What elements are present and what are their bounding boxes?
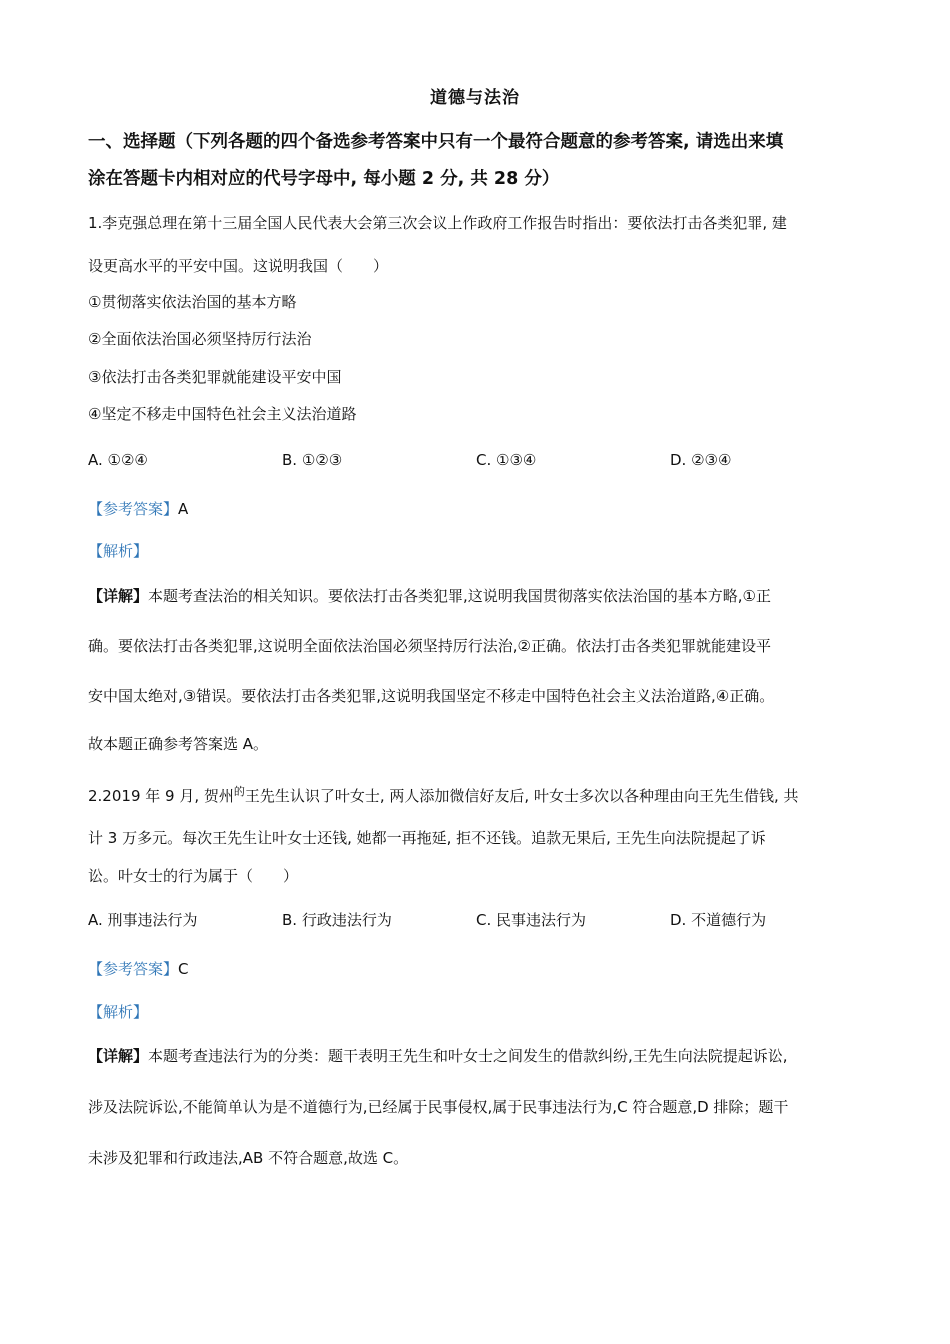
q2-detail-line2: 涉及法院诉讼,不能简单认为是不道德行为,已经属于民事侵权,属于民事违法行为,C 符合题意,D 排除；题干 [88,1098,789,1116]
q1-option-d: D. ②③④ [670,451,732,469]
q1-detail-text1: 本题考查法治的相关知识。要依法打击各类犯罪,这说明我国贯彻落实依法治国的基本方略,①正 [148,587,772,605]
document-title: 道德与法治 [430,88,520,108]
q2-answer-label: 【参考答案】 [88,960,179,978]
q1-stem-line2: 设更高水平的平安中国。这说明我国（ ） [88,257,389,275]
q2-option-a: A. 刑事违法行为 [88,911,198,929]
q2-detail-label: 【详解】 [88,1047,149,1065]
q2-analysis-label: 【解析】 [88,1003,149,1021]
q1-detail-label: 【详解】 [88,587,149,605]
q1-detail-line2: 确。要依法打击各类犯罪,这说明全面依法治国必须坚持厉行法治,②正确。依法打击各类犯罪就能建设平 [88,637,771,655]
q2-stem-line2: 计 3 万多元。每次王先生让叶女士还钱, 她都一再拖延, 拒不还钱。追款无果后, 王先生向法院提起了诉 [88,829,766,847]
q1-item-1: ①贯彻落实依法治国的基本方略 [88,293,297,311]
q1-option-c: C. ①③④ [476,451,537,469]
q2-detail-line1 [88,1046,788,1066]
q2-stem-sup: 的 [233,785,245,798]
q1-analysis-label: 【解析】 [88,542,149,560]
q2-answer-value: C [178,960,189,978]
q2-option-c: C. 民事违法行为 [476,911,587,929]
q1-answer [88,499,188,519]
q2-detail-line3: 未涉及犯罪和行政违法,AB 不符合题意,故选 C。 [88,1149,409,1167]
q1-stem-line1: 1.李克强总理在第十三届全国人民代表大会第三次会议上作政府工作报告时指出：要依法打击各类犯罪, 建 [88,214,787,232]
q1-detail-line3: 安中国太绝对,③错误。要依法打击各类犯罪,这说明我国坚定不移走中国特色社会主义法治道路,④正确。 [88,687,775,705]
q2-answer [88,959,189,979]
q2-option-d: D. 不道德行为 [670,911,767,929]
q1-detail-line4: 故本题正确参考答案选 A。 [88,735,269,753]
q2-detail-text1: 本题考查违法行为的分类：题干表明王先生和叶女士之间发生的借款纠纷,王先生向法院提起诉讼, [148,1047,788,1065]
q1-option-a: A. ①②④ [88,451,148,469]
q1-detail-line1 [88,586,771,606]
section-heading-line2: 涂在答题卡内相对应的代号字母中, 每小题 2 分, 共 28 分） [88,169,560,189]
q2-option-b: B. 行政违法行为 [282,911,392,929]
q1-item-3: ③依法打击各类犯罪就能建设平安中国 [88,368,342,386]
q1-item-4: ④坚定不移走中国特色社会主义法治道路 [88,405,357,423]
q1-item-2: ②全面依法治国必须坚持厉行法治 [88,330,312,348]
q2-stem-text-b: 王先生认识了叶女士, 两人添加微信好友后, 叶女士多次以各种理由向王先生借钱, 共 [244,787,799,805]
q1-option-b: B. ①②③ [282,451,343,469]
q2-stem-line1 [88,786,799,808]
q1-answer-label: 【参考答案】 [88,500,179,518]
q2-stem-line3: 讼。叶女士的行为属于（ ） [88,867,299,885]
q1-answer-value: A [178,500,189,518]
q2-stem-text-a: 2.2019 年 9 月, 贺州 [88,787,234,805]
section-heading-line1: 一、选择题（下列各题的四个备选参考答案中只有一个最符合题意的参考答案, 请选出来填 [88,132,784,152]
